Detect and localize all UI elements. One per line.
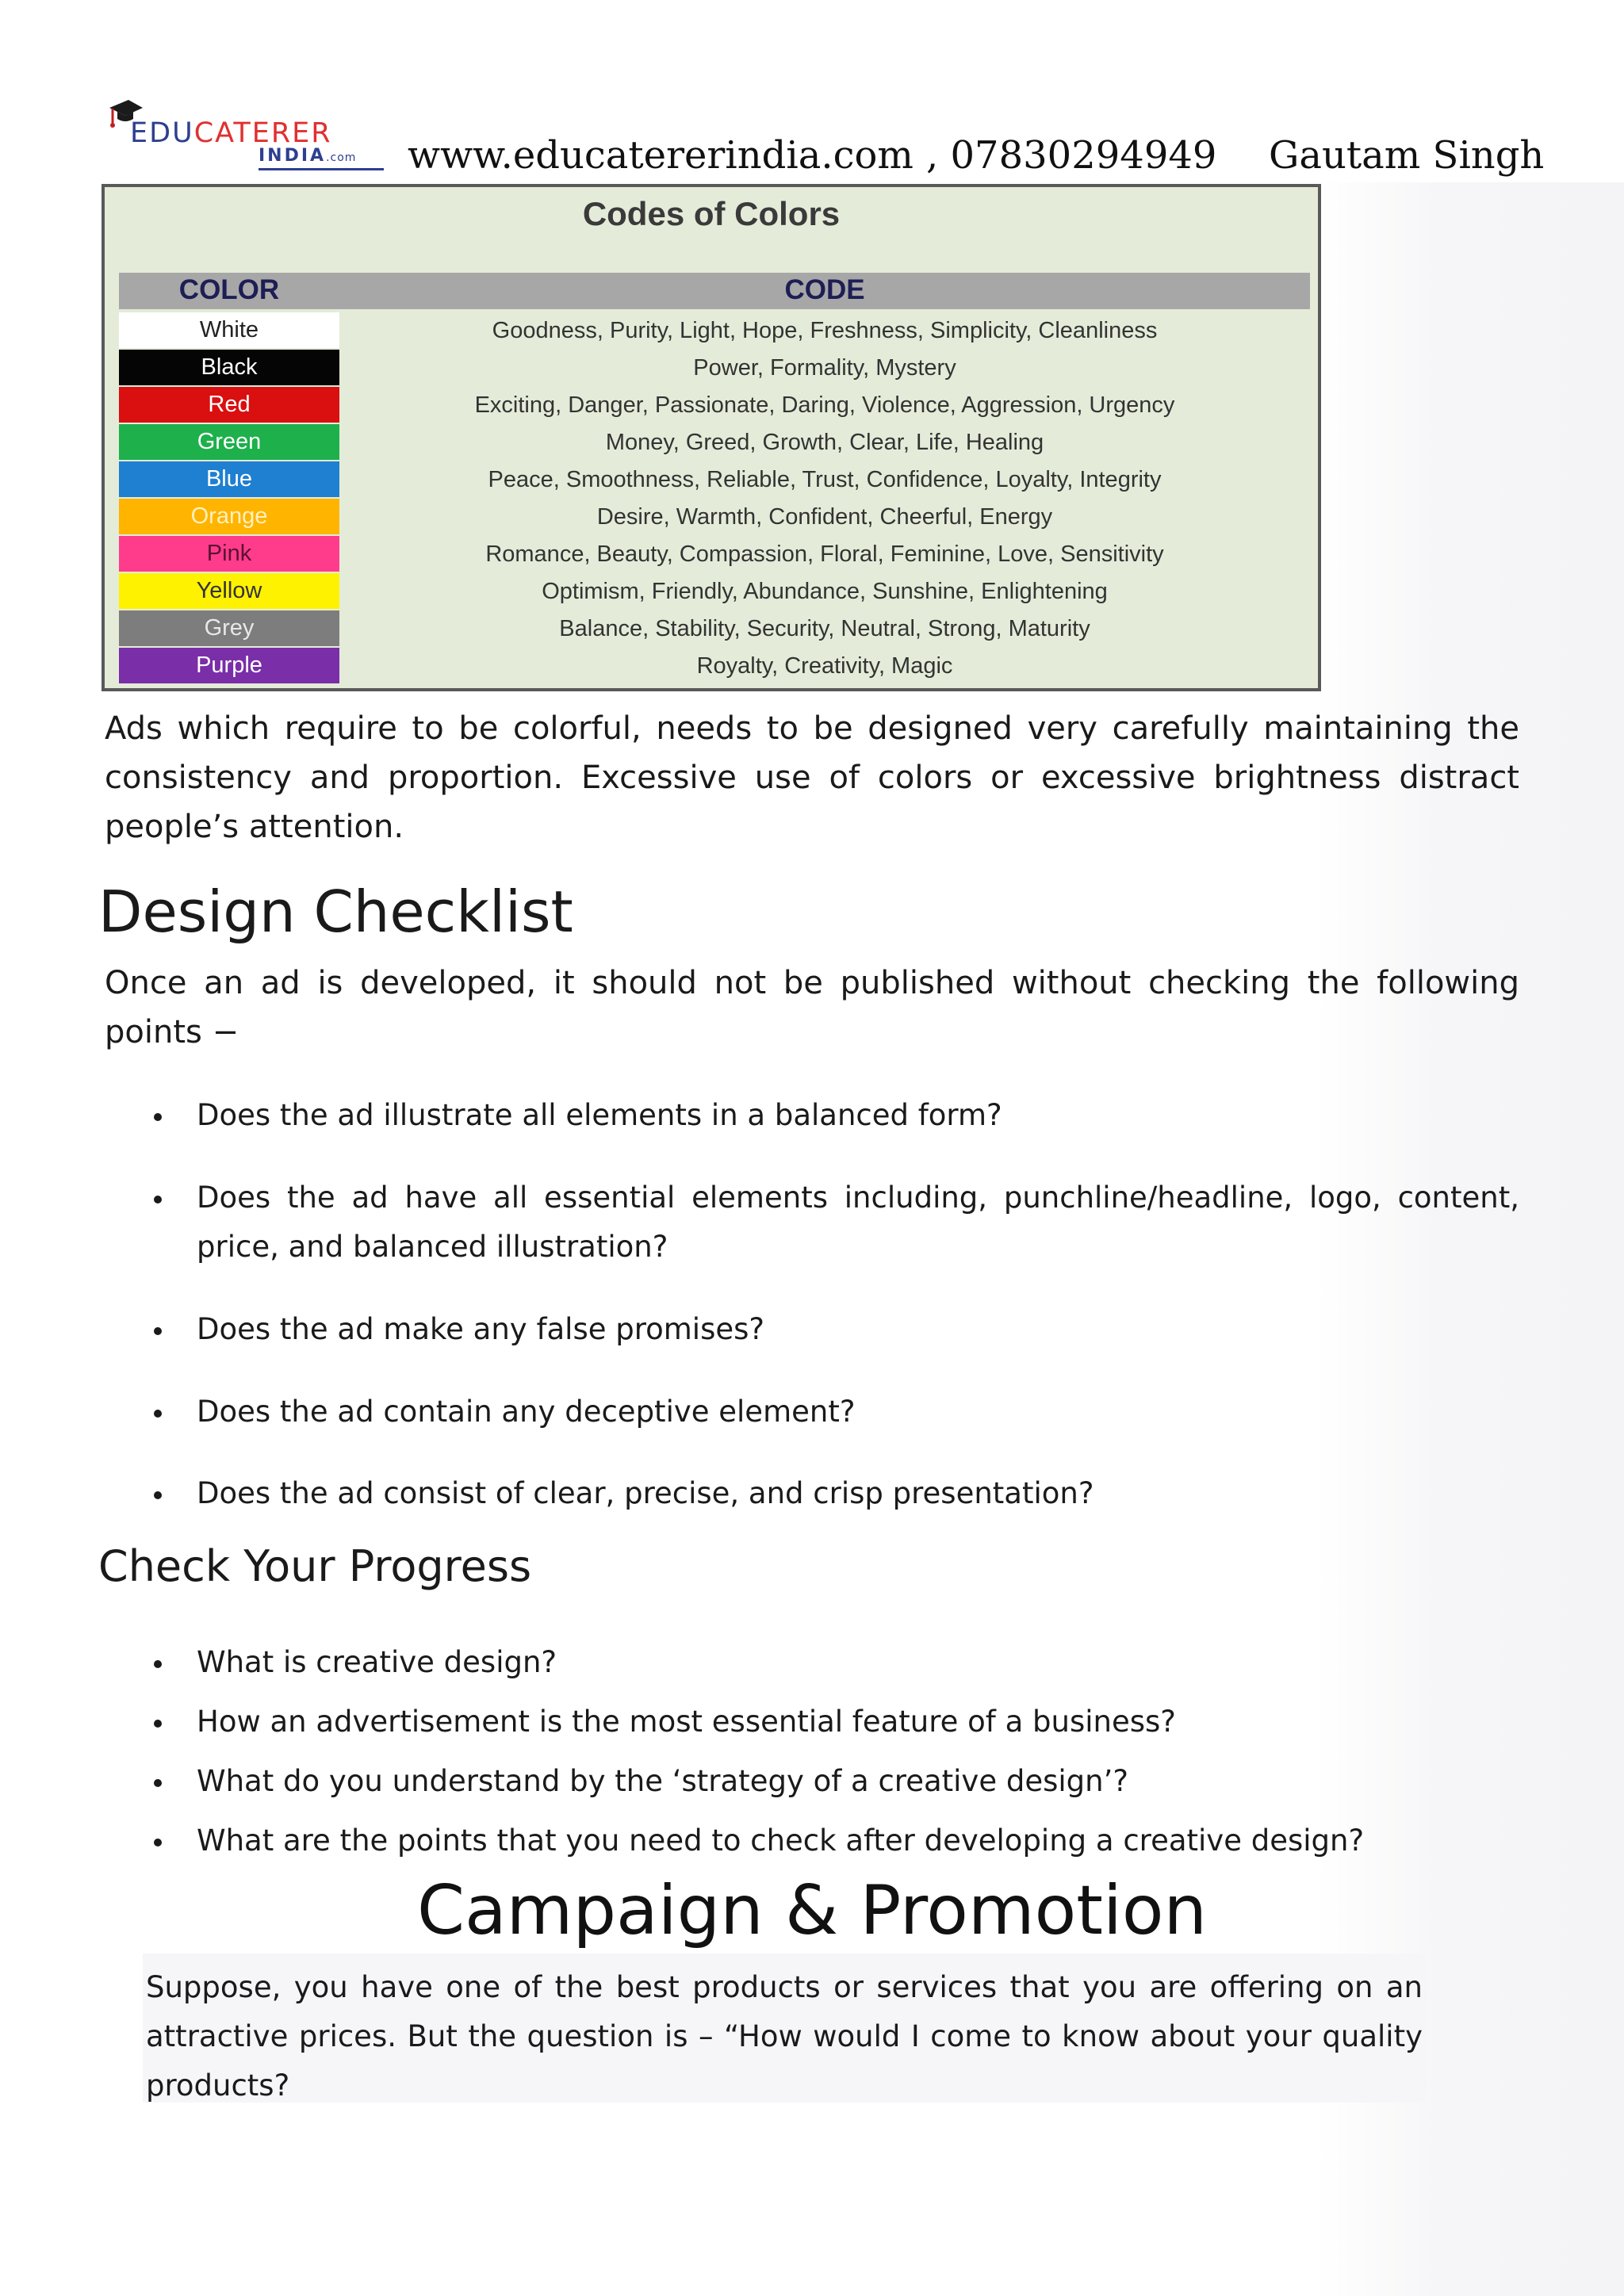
color-swatch: Green <box>119 424 339 460</box>
color-swatch: Blue <box>119 461 339 497</box>
color-swatch: Black <box>119 350 339 385</box>
color-meaning: Power, Formality, Mystery <box>693 355 956 381</box>
bullet <box>154 1720 162 1728</box>
bullet <box>154 1779 162 1787</box>
color-meaning: Exciting, Danger, Passionate, Daring, Violence, Aggression, Urgency <box>474 392 1175 418</box>
color-row <box>119 312 1310 350</box>
color-meaning: Balance, Stability, Security, Neutral, Strong, Maturity <box>559 616 1090 641</box>
design-checklist-intro: Once an ad is developed, it should not be published without checking the following points − <box>105 965 1519 1050</box>
color-table-header <box>119 273 1310 309</box>
color-row <box>119 350 1310 387</box>
color-row <box>119 461 1310 499</box>
color-meaning: Money, Greed, Growth, Clear, Life, Healing <box>605 430 1044 455</box>
color-swatch: Red <box>119 387 339 423</box>
bullet <box>154 1491 162 1499</box>
color-meaning: Goodness, Purity, Light, Hope, Freshness, Simplicity, Cleanliness <box>492 318 1158 343</box>
bullet <box>154 1410 162 1418</box>
color-row <box>119 424 1310 461</box>
header-phone: , 07830294949 <box>926 133 1217 178</box>
color-swatch: Pink <box>119 536 339 572</box>
bullet <box>154 1660 162 1668</box>
color-row <box>119 648 1310 685</box>
color-table-rows <box>119 312 1310 685</box>
campaign-paragraph: Suppose, you have one of the best products or services that you are offering on an attractive prices. But the question is – “How would I come to know about your quality products? <box>146 1970 1423 2103</box>
color-codes-table <box>102 184 1321 691</box>
color-meaning: Royalty, Creativity, Magic <box>696 653 953 679</box>
color-row <box>119 573 1310 610</box>
color-row <box>119 610 1310 648</box>
color-row <box>119 499 1310 536</box>
bullet <box>154 1113 162 1121</box>
header-author: Gautam Singh <box>1269 133 1545 178</box>
logo-wordmark: EDUCATERER <box>130 117 332 149</box>
code-column-header: CODE <box>784 274 865 305</box>
color-meaning: Peace, Smoothness, Reliable, Trust, Confidence, Loyalty, Integrity <box>488 467 1162 492</box>
logo-subtext: INDIA.com <box>259 146 357 166</box>
color-column-header: COLOR <box>178 274 280 305</box>
color-meaning: Romance, Beauty, Compassion, Floral, Feminine, Love, Sensitivity <box>485 541 1164 567</box>
logo-underline <box>259 168 384 170</box>
design-checklist-heading: Design Checklist <box>98 878 573 945</box>
color-swatch: White <box>119 312 339 348</box>
color-swatch: Purple <box>119 648 339 683</box>
color-swatch: Yellow <box>119 573 339 609</box>
bullet <box>154 1196 162 1203</box>
color-table-title: Codes of Colors <box>582 195 841 232</box>
color-row <box>119 387 1310 424</box>
color-row <box>119 536 1310 573</box>
color-swatch: Grey <box>119 610 339 646</box>
color-swatch: Orange <box>119 499 339 534</box>
bullet <box>154 1327 162 1335</box>
educaterer-logo <box>100 97 382 176</box>
header-website: www.educatererindia.com <box>408 133 914 178</box>
check-progress-heading: Check Your Progress <box>98 1541 532 1591</box>
color-meaning: Optimism, Friendly, Abundance, Sunshine, Enlightening <box>542 579 1108 604</box>
bullet <box>154 1839 162 1846</box>
campaign-heading: Campaign & Promotion <box>416 1871 1208 1950</box>
intro-paragraph: Ads which require to be colorful, needs to be designed very carefully maintaining the consistency and proportion. Excessive use of colors or excessive brightness distract people’s attention. <box>105 710 1519 845</box>
color-meaning: Desire, Warmth, Confident, Cheerful, Energy <box>596 504 1053 530</box>
